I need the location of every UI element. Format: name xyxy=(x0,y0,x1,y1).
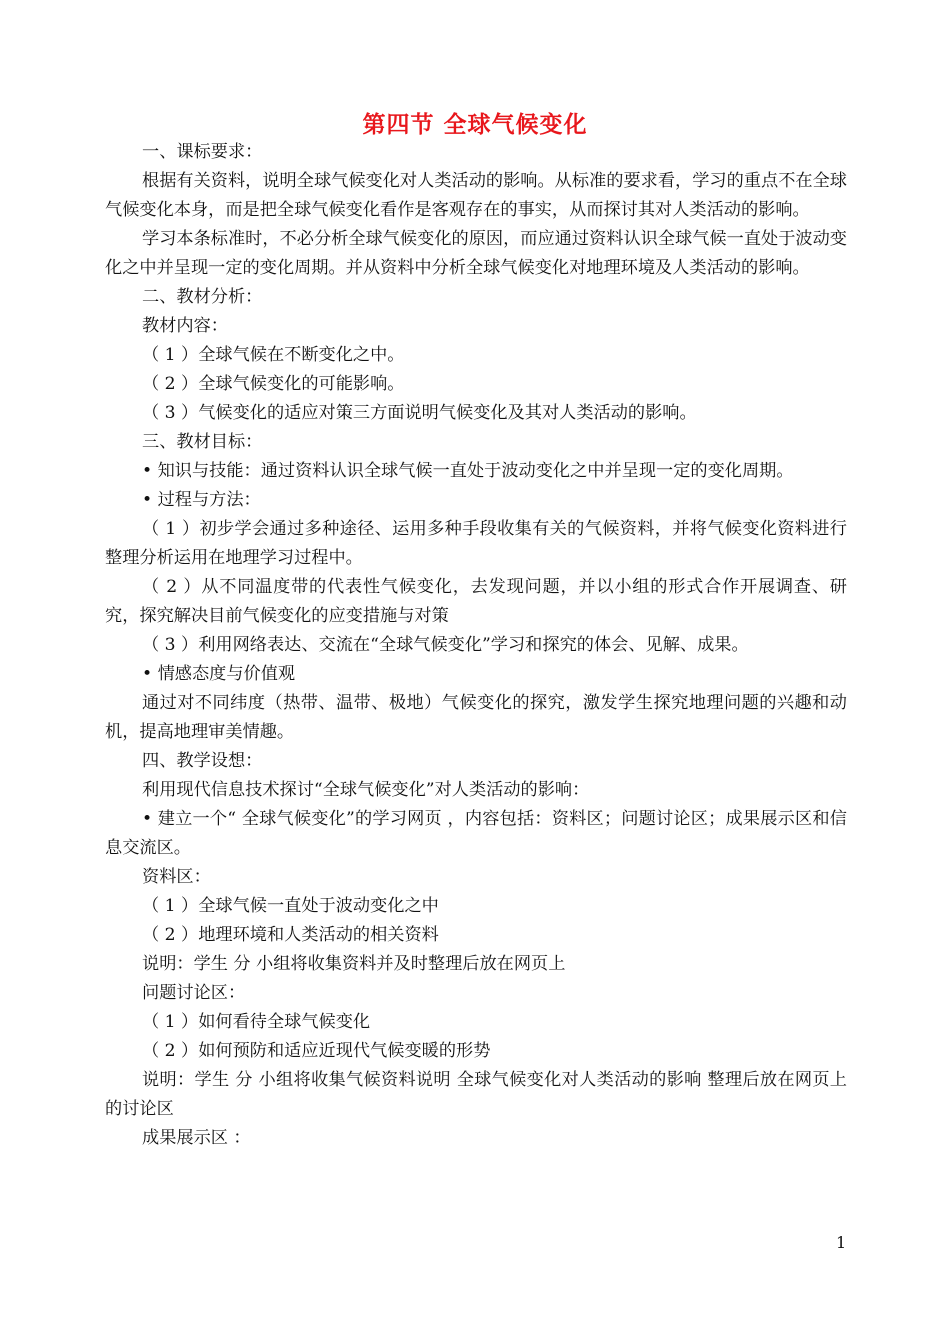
paragraph: （ 2 ）地理环境和人类活动的相关资料 xyxy=(142,925,439,945)
paragraph: 问题讨论区： xyxy=(142,983,246,1003)
paragraph: 三、教材目标： xyxy=(142,432,263,452)
paragraph: 教材内容： xyxy=(142,316,228,336)
paragraph: • 知识与技能：通过资料认识全球气候一直处于波动变化之中并呈现一定的变化周期。 xyxy=(142,461,794,481)
paragraph: • 建立一个“ 全球气候变化”的学习网页 ，内容包括：资料区；问题讨论区；成果展示区和信息交流区。 xyxy=(105,809,847,858)
paragraph: （ 2 ）从不同温度带的代表性气候变化，去发现问题，并以小组的形式合作开展调查、研究，探究解决目前气候变化的应变措施与对策 xyxy=(105,577,847,626)
paragraph: （ 2 ）全球气候变化的可能影响。 xyxy=(142,374,405,394)
paragraph: 一、课标要求： xyxy=(142,142,263,162)
paragraph: （ 1 ）全球气候一直处于波动变化之中 xyxy=(142,896,439,916)
paragraph: （ 3 ）利用网络表达、交流在“全球气候变化”学习和探究的体会、见解、成果。 xyxy=(142,635,749,655)
page-title: 第四节 全球气候变化 xyxy=(362,112,588,138)
paragraph: （ 2 ）如何预防和适应近现代气候变暖的形势 xyxy=(142,1041,491,1061)
document-body xyxy=(105,138,847,1153)
paragraph: 说明：学生 分 小组将收集气候资料说明 全球气候变化对人类活动的影响 整理后放在网页上的讨论区 xyxy=(105,1070,847,1119)
paragraph: 学习本条标准时，不必分析全球气候变化的原因，而应通过资料认识全球气候一直处于波动变化之中并呈现一定的变化周期。并从资料中分析全球气候变化对地理环境及人类活动的影响。 xyxy=(105,229,847,278)
paragraph: （ 1 ）如何看待全球气候变化 xyxy=(142,1012,371,1032)
paragraph: 通过对不同纬度（热带、温带、极地）气候变化的探究，激发学生探究地理问题的兴趣和动机，提高地理审美情趣。 xyxy=(105,693,847,742)
paragraph: （ 1 ）初步学会通过多种途径、运用多种手段收集有关的气候资料，并将气候变化资料进行整理分析运用在地理学习过程中。 xyxy=(105,519,847,568)
paragraph: • 情感态度与价值观 xyxy=(142,664,296,684)
paragraph: 四、教学设想： xyxy=(142,751,263,771)
paragraph: • 过程与方法： xyxy=(142,490,261,510)
paragraph: 成果展示区 ： xyxy=(142,1128,251,1148)
paragraph: （ 1 ）全球气候在不断变化之中。 xyxy=(142,345,405,365)
paragraph: 资料区： xyxy=(142,867,211,887)
paragraph: 说明：学生 分 小组将收集资料并及时整理后放在网页上 xyxy=(142,954,566,974)
paragraph: 二、教材分析： xyxy=(142,287,263,307)
paragraph: 利用现代信息技术探讨“全球气候变化”对人类活动的影响： xyxy=(142,780,590,800)
page-number: 1 xyxy=(836,1233,847,1252)
paragraph: （ 3 ）气候变化的适应对策三方面说明气候变化及其对人类活动的影响。 xyxy=(142,403,697,423)
paragraph: 根据有关资料，说明全球气候变化对人类活动的影响。从标准的要求看，学习的重点不在全球气候变化本身，而是把全球气候变化看作是客观存在的事实，从而探讨其对人类活动的影响。 xyxy=(105,171,847,220)
